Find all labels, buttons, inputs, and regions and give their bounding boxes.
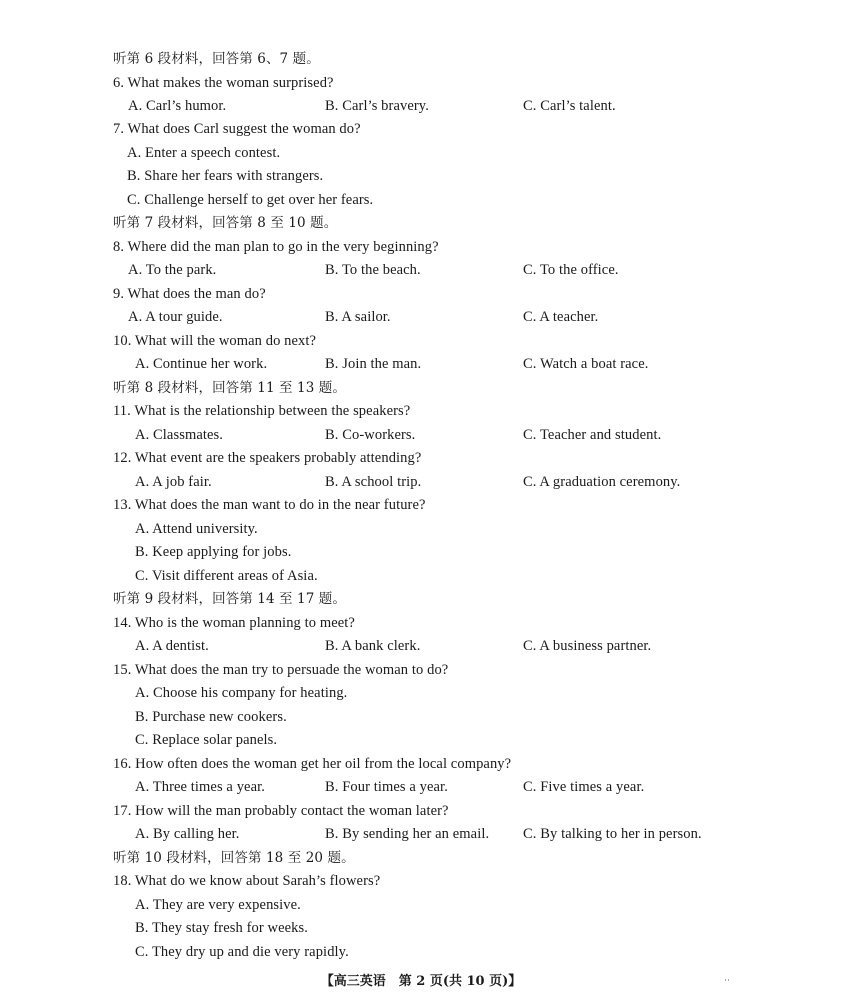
question-13-option-c: C. Visit different areas of Asia.: [135, 568, 318, 584]
question-12-option-b: B. A school trip.: [325, 474, 422, 490]
question-13-option-b: B. Keep applying for jobs.: [135, 544, 292, 560]
question-6-option-a: A. Carl’s humor.: [128, 98, 227, 114]
question-7-option-b: B. Share her fears with strangers.: [127, 168, 324, 184]
question-15-stem: 15. What does the man try to persuade the woman to do?: [113, 662, 449, 678]
section-header-7: 听第 7 段材料，回答第 8 至 10 题。: [113, 215, 338, 231]
question-12-option-c: C. A graduation ceremony.: [523, 474, 681, 490]
section-header-6: 听第 6 段材料，回答第 6、7 题。: [113, 51, 320, 67]
question-12-option-a: A. A job fair.: [135, 474, 212, 490]
question-12-stem: 12. What event are the speakers probably attending?: [113, 450, 422, 466]
question-17-option-c: C. By talking to her in person.: [523, 826, 702, 842]
question-11-option-a: A. Classmates.: [135, 427, 223, 443]
question-10-option-c: C. Watch a boat race.: [523, 356, 649, 372]
question-13-stem: 13. What does the man want to do in the near future?: [113, 497, 426, 513]
question-10-stem: 10. What will the woman do next?: [113, 333, 317, 349]
section-header-10: 听第 10 段材料，回答第 18 至 20 题。: [113, 850, 355, 866]
page-footer: 【高三英语 第 2 页(共 10 页)】: [320, 974, 522, 989]
question-8-option-c: C. To the office.: [523, 262, 619, 278]
question-10-option-a: A. Continue her work.: [135, 356, 268, 372]
section-header-8: 听第 8 段材料，回答第 11 至 13 题。: [113, 380, 346, 396]
question-16-option-b: B. Four times a year.: [325, 779, 448, 795]
question-17-stem: 17. How will the man probably contact the woman later?: [113, 803, 449, 819]
question-17-option-a: A. By calling her.: [135, 826, 240, 842]
question-6-option-b: B. Carl’s bravery.: [325, 98, 429, 114]
question-6-option-c: C. Carl’s talent.: [523, 98, 616, 114]
question-10-option-b: B. Join the man.: [325, 356, 422, 372]
question-7-option-a: A. Enter a speech contest.: [127, 145, 281, 161]
question-9-option-a: A. A tour guide.: [128, 309, 223, 325]
question-9-option-b: B. A sailor.: [325, 309, 391, 325]
question-14-option-c: C. A business partner.: [523, 638, 652, 654]
question-7-option-c: C. Challenge herself to get over her fears.: [127, 192, 374, 208]
question-18-option-c: C. They dry up and die very rapidly.: [135, 944, 349, 960]
question-9-stem: 9. What does the man do?: [113, 286, 266, 302]
question-16-option-a: A. Three times a year.: [135, 779, 265, 795]
question-6-stem: 6. What makes the woman surprised?: [113, 75, 334, 91]
question-15-option-c: C. Replace solar panels.: [135, 732, 278, 748]
question-8-option-b: B. To the beach.: [325, 262, 421, 278]
question-18-option-a: A. They are very expensive.: [135, 897, 301, 913]
question-17-option-b: B. By sending her an email.: [325, 826, 490, 842]
question-18-stem: 18. What do we know about Sarah’s flowers?: [113, 873, 381, 889]
question-18-option-b: B. They stay fresh for weeks.: [135, 920, 308, 936]
question-14-option-a: A. A dentist.: [135, 638, 209, 654]
question-14-option-b: B. A bank clerk.: [325, 638, 421, 654]
question-15-option-b: B. Purchase new cookers.: [135, 709, 287, 725]
corner-mark: ··: [724, 975, 730, 985]
question-9-option-c: C. A teacher.: [523, 309, 599, 325]
question-15-option-a: A. Choose his company for heating.: [135, 685, 348, 701]
question-16-option-c: C. Five times a year.: [523, 779, 645, 795]
section-header-9: 听第 9 段材料，回答第 14 至 17 题。: [113, 591, 346, 607]
question-13-option-a: A. Attend university.: [135, 521, 258, 537]
question-7-stem: 7. What does Carl suggest the woman do?: [113, 121, 361, 137]
question-11-stem: 11. What is the relationship between the speakers?: [113, 403, 411, 419]
question-8-stem: 8. Where did the man plan to go in the very beginning?: [113, 239, 439, 255]
question-16-stem: 16. How often does the woman get her oil from the local company?: [113, 756, 512, 772]
question-11-option-c: C. Teacher and student.: [523, 427, 662, 443]
question-8-option-a: A. To the park.: [128, 262, 217, 278]
question-14-stem: 14. Who is the woman planning to meet?: [113, 615, 355, 631]
question-11-option-b: B. Co-workers.: [325, 427, 416, 443]
